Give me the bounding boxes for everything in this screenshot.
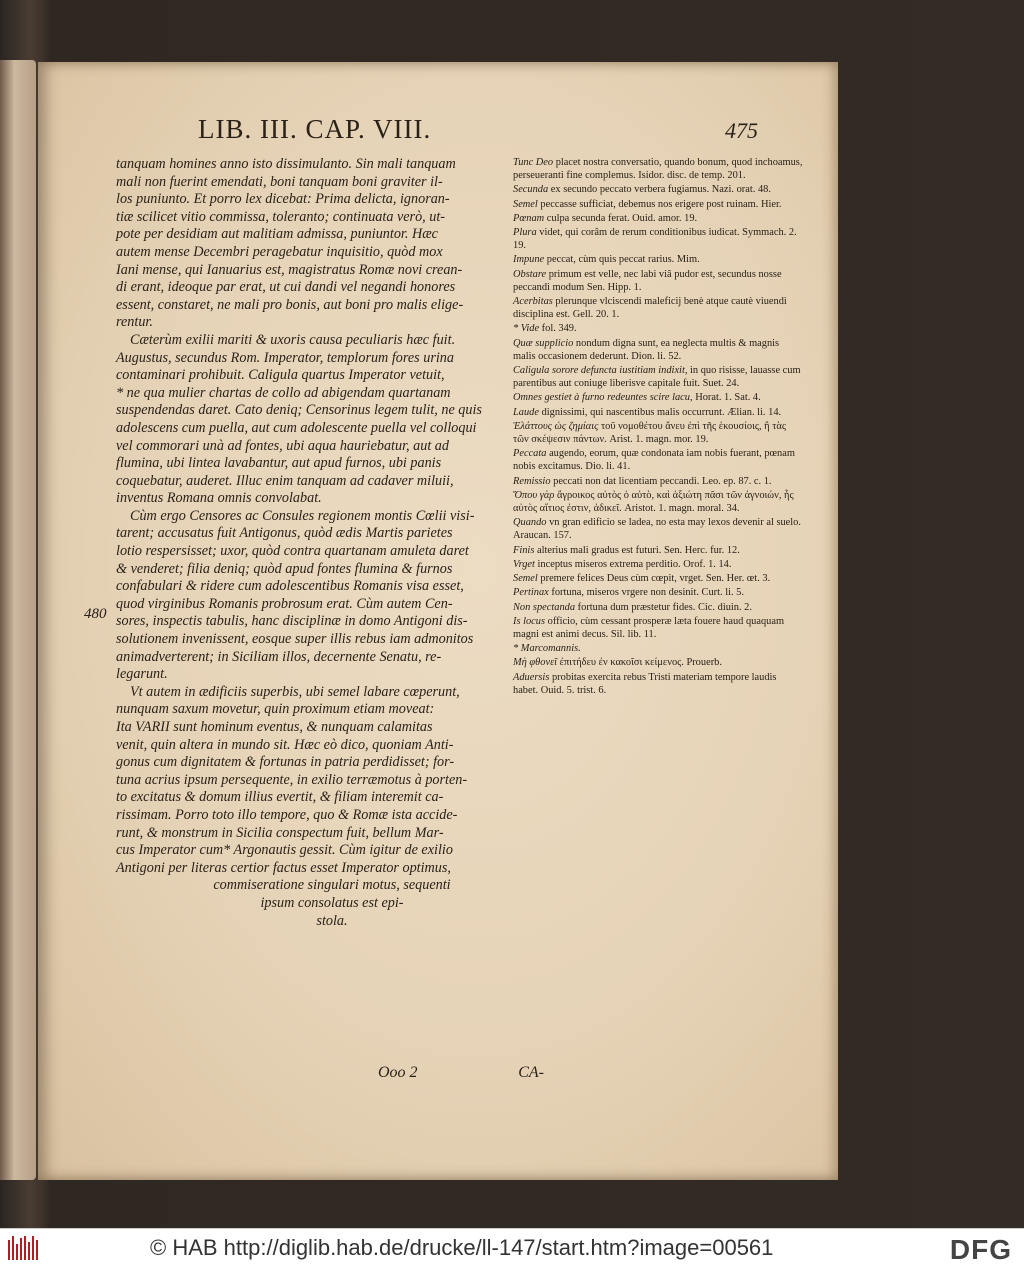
note-lead: Semel — [513, 573, 538, 585]
marginal-note — [513, 572, 803, 585]
note-lead: Quando — [513, 517, 547, 529]
text-line: Cæterùm exilii mariti & uxoris causa peculiaris hæc fuit. — [130, 331, 456, 348]
note-lead: Semel — [513, 198, 538, 210]
previous-page-edge — [0, 60, 36, 1180]
marginal-note — [513, 268, 803, 294]
marginal-note — [513, 322, 803, 335]
text-line: tarent; accusatus fuit Antigonus, quòd ædis Martis parietes — [116, 525, 453, 542]
note-lead: Obstare — [513, 268, 547, 280]
hab-logo-icon[interactable] — [8, 1236, 38, 1260]
marginal-note — [513, 212, 803, 225]
text-line: los puniunto. Et porro lex dicebat: Prima delicta, ignoran- — [116, 191, 450, 208]
text-line: Cùm ergo Censores ac Consules regionem montis Cœlii visi- — [130, 507, 475, 524]
note-text: peccati non dat licentiam peccandi. Leo. ep. 87. c. 1. — [550, 475, 772, 487]
note-lead: Non spectanda — [513, 601, 576, 613]
note-lead: Pertinax — [513, 587, 549, 599]
book-page — [38, 62, 838, 1180]
page-number: 475 — [725, 118, 758, 143]
running-head: LIB. III. CAP. VIII. — [198, 114, 432, 144]
text-line: vel commorari unà ad fontes, ubi aqua hauriebatur, aut ad — [116, 437, 449, 454]
marginal-note — [513, 601, 803, 614]
note-lead: Aduersis — [513, 671, 550, 683]
marginal-notes — [513, 156, 803, 698]
text-line: Iani mense, qui Ianuarius est, magistratus Romæ novi crean- — [116, 261, 463, 278]
text-line: nunquam saxum movetur, quin proximum etiam moveat: — [116, 701, 435, 718]
text-line: Ita VARII sunt hominum eventus, & nunquam calamitas — [116, 719, 433, 735]
text-line: tanquam homines anno isto dissimulanto. Sin mali tanquam — [116, 156, 456, 172]
note-lead: Quæ supplicio — [513, 337, 574, 349]
text-line: commiseratione singulari motus, sequenti — [213, 877, 451, 894]
note-text: culpa secunda ferat. Ouid. amor. 19. — [544, 212, 698, 224]
note-text: dignissimi, qui nascentibus malis occurrunt. Ælian. li. 14. — [538, 406, 782, 418]
text-line: inventus Romana omnis convolabat. — [116, 490, 322, 507]
note-lead: Acerbitas — [513, 296, 553, 308]
text-line: legarunt. — [116, 666, 168, 683]
note-lead: Peccata — [513, 448, 547, 460]
text-line: suspendendas daret. Cato deniq; Censorinus legem tulit, ne quis — [116, 402, 482, 419]
marginal-note — [513, 586, 803, 599]
note-text: alterius mali gradus est futuri. Sen. Herc. fur. 12. — [534, 544, 740, 556]
marginal-note — [513, 615, 803, 641]
note-lead: Impune — [513, 254, 545, 266]
text-line: mali non fuerint emendati, boni tanquam boni graviter il- — [116, 173, 443, 190]
text-line: ipsum consolatus est epi- — [260, 894, 404, 911]
text-line: lotio respersisset; uxor, quòd contra quartanam amuleta daret — [116, 543, 469, 560]
marginal-note — [513, 337, 803, 363]
note-lead: Μὴ φθονεῖ — [513, 657, 558, 669]
marginal-note — [513, 295, 803, 321]
marginal-note — [513, 226, 803, 252]
text-line: autem mense Decembri peragebatur inquisitio, quòd mox — [116, 243, 443, 260]
note-text: primum est velle, nec labi viâ pudor est, secundus nosse peccandi modum Sen. Hipp. 1. — [513, 268, 782, 293]
marginal-note — [513, 391, 803, 404]
text-line: stola. — [316, 912, 348, 929]
note-lead: Tunc Deo — [513, 157, 554, 168]
paragraph-1 — [116, 156, 548, 335]
note-text: plerunque vlciscendi maleficij benè atque cautè viuendi disciplina est. Gell. 20. 1. — [513, 296, 787, 321]
viewer-footer-bar — [0, 1228, 1024, 1267]
marginal-note — [513, 656, 803, 669]
text-line: essent, constaret, ne mali pro bonis, aut boni pro malis elige- — [116, 296, 464, 313]
dfg-logo[interactable]: DFG — [949, 1234, 1012, 1265]
text-line: coquebatur, auderet. Illuc enim tanquam ad cadaver miluii, — [116, 472, 454, 489]
text-line: * ne qua mulier chartas de collo ad abigendam quartanam — [116, 384, 451, 401]
text-line: pote per desidiam aut malitiam admissa, puniuntor. Hæc — [116, 226, 438, 243]
note-lead: * Vide — [513, 323, 540, 335]
note-lead: Caligula sorore defuncta iustitiam indixit, — [513, 365, 688, 377]
note-lead: Omnes gestiet à furno redeuntes scire lacu, — [513, 392, 693, 404]
text-line: Augustus, secundus Rom. Imperator, templorum fores urina — [116, 349, 454, 366]
note-text: ex secundo peccato verbera fugiamus. Nazi. orat. 48. — [548, 184, 771, 196]
text-line: cus Imperator cum* Argonautis gessit. Cùm igitur de exilio — [116, 842, 453, 859]
note-text: nondum digna sunt, ea neglecta multis & magnis malis occasionem dederunt. Dion. li. 52. — [513, 337, 780, 362]
note-lead: Ἐλάττους ὡς ζημίαις — [513, 420, 599, 432]
note-text: peccat, cùm quis peccat rarius. Mim. — [544, 254, 700, 266]
marginal-note — [513, 420, 803, 446]
text-line: sores, inspectis tabulis, hanc disciplinæ in domo Antigoni dis- — [116, 613, 468, 630]
note-text: fol. 349. — [539, 323, 577, 335]
marginal-note — [513, 671, 803, 697]
marginal-note — [513, 558, 803, 571]
marginal-note — [513, 183, 803, 196]
text-line: & venderet; filia deniq; quòd apud fontes flumina & furnos — [116, 560, 453, 577]
note-lead: Vrget — [513, 558, 535, 570]
signature-mark: Ooo 2 — [378, 1064, 418, 1081]
text-line: to excitatus & domum illius evertit, & filiam interemit ca- — [116, 789, 444, 806]
note-lead: Secunda — [513, 184, 549, 196]
text-line: confabulari & ridere cum adolescentibus Romanis visa esset, — [116, 578, 464, 595]
marginal-note — [513, 642, 803, 655]
text-line: Vt autem in ædificiis superbis, ubi semel labare cœperunt, — [130, 683, 460, 700]
note-text: in quo risisse, lauasse cum parentibus aut coniuge liberisve capitale fuit. Suet. 24. — [513, 365, 801, 390]
note-text: fortuna, miseros vrgere non desinit. Curt. li. 5. — [548, 587, 744, 599]
note-text: probitas exercita rebus Tristi materiam tempore laudis habet. Ouid. 5. trist. 6. — [513, 671, 777, 696]
text-line: quod virginibus Romanis probrosum erat. Cùm autem Cen- — [116, 595, 453, 612]
text-line: venit, quin altera in mundo sit. Hæc eò dico, quoniam Anti- — [116, 736, 454, 753]
note-text: premere felices Deus cùm cœpit, vrget. Sen. Her. œt. 3. — [537, 573, 771, 585]
text-line: gonus cum dignitatem & fortunas in patria perdidisset; for- — [116, 754, 455, 771]
marginal-note — [513, 516, 803, 542]
text-line: Antigoni per literas certior factus esset Imperator optimus, — [116, 859, 451, 876]
marginal-note — [513, 156, 803, 182]
marginal-note — [513, 475, 803, 488]
text-line: tiæ scilicet vitio commissa, toleranto; continuata verò, ut- — [116, 208, 446, 225]
main-text-column — [116, 156, 548, 930]
text-line: adolescens cum puella, aut cum adolescente puella vel colloqui — [116, 419, 477, 436]
note-text: τοῦ νομοθέτου ἄνευ ἐπὶ τῆς ἑκουσίοις, ἢ τὰς τῶν σκέψεσιν πάντων. Arist. 1. magn. mor. 19. — [513, 420, 786, 446]
marginal-note — [513, 447, 803, 473]
paragraph-3 — [116, 508, 548, 684]
note-lead: Is locus — [513, 615, 546, 627]
note-lead: Laude — [513, 406, 539, 418]
text-line: flumina, ubi lintea lavabantur, aut apud furnos, ubi panis — [116, 455, 442, 472]
text-line: rissimam. Porro toto illo tempore, quo & Romæ ista accide- — [116, 806, 458, 823]
note-text: officio, cùm cessant prosperæ læta fouere haud quaquam magni est animi decus. Sil. lib. 11. — [513, 615, 785, 640]
page-header — [198, 114, 758, 148]
page-footer — [378, 1064, 618, 1086]
note-text: placet nostra conversatio, quando bonum, quod inchoamus, perseueranti fine complemus. Isidor. disc. de temp. 201. — [513, 157, 803, 182]
note-lead: Pœnam — [513, 212, 545, 224]
note-text: Horat. 1. Sat. 4. — [692, 392, 761, 404]
paragraph-4 — [116, 684, 548, 878]
text-line: runt, & monstrum in Sicilia conspectum fuit, bellum Mar- — [116, 824, 444, 841]
text-line: tuna acrius ipsum persequente, in exilio terræmotus à porten- — [116, 771, 468, 788]
note-lead: Remissio — [513, 475, 551, 487]
text-line: animadverterent; in Siciliam illos, decernente Senatu, re- — [116, 648, 442, 665]
note-text: augendo, eorum, quæ condonata iam nobis fuerant, pœnam nobis excitamus. Dio. li. 41. — [513, 448, 795, 473]
text-line: di erant, ideoque par erat, ut cui dandi vel negandi honores — [116, 279, 456, 296]
note-text: vn gran edificio se ladea, no esta may lexos devenir al suelo. Araucan. 157. — [513, 517, 801, 542]
margin-number: 480 — [84, 606, 107, 622]
paragraph-4-closing — [116, 877, 548, 930]
note-lead: Ὅπου γὰρ — [513, 489, 555, 501]
marginal-note — [513, 544, 803, 557]
text-line: contaminari prohibuit. Caligula quartus Imperator vetuit, — [116, 367, 445, 384]
note-text: videt, qui corâm de rerum conditionibus iudicat. Symmach. 2. 19. — [513, 227, 797, 252]
marginal-note — [513, 406, 803, 419]
paragraph-2 — [116, 332, 548, 508]
note-text: inceptus miseros extrema perditio. Orof. 1. 14. — [534, 558, 732, 570]
text-line: rentur. — [116, 314, 153, 331]
note-text: fortuna dum præstetur fides. Cic. diuin. 2. — [575, 601, 752, 613]
marginal-note — [513, 489, 803, 515]
marginal-note — [513, 364, 803, 390]
marginal-note — [513, 253, 803, 266]
credit-link[interactable]: © HAB http://diglib.hab.de/drucke/ll-147/start.htm?image=00561 — [150, 1235, 774, 1260]
note-text: ἐπιτήδευ ἐν κακοῖσι κείμενος. Prouerb. — [557, 657, 722, 669]
note-text: ἄγροικος αὐτὸς ὁ αὐτὸ, καὶ ἀξιώτη πᾶσι τῶν ἀγνοιών, ἧς αὐτὸς αἴτιος ἐστιν, ἀδικεῖ. Aristot. 1. magn. moral. 34. — [513, 489, 794, 515]
note-text: peccasse sufficiat, debemus nos erigere post ruinam. Hier. — [537, 198, 782, 210]
marginal-note — [513, 198, 803, 211]
catchword: CA- — [518, 1064, 544, 1081]
text-line: solutionem invenissent, eosque super illis rebus iam admonitos — [116, 631, 474, 648]
note-lead: Finis — [513, 544, 535, 556]
note-lead: Plura — [513, 227, 537, 239]
note-lead: * Marcomannis. — [513, 643, 581, 655]
